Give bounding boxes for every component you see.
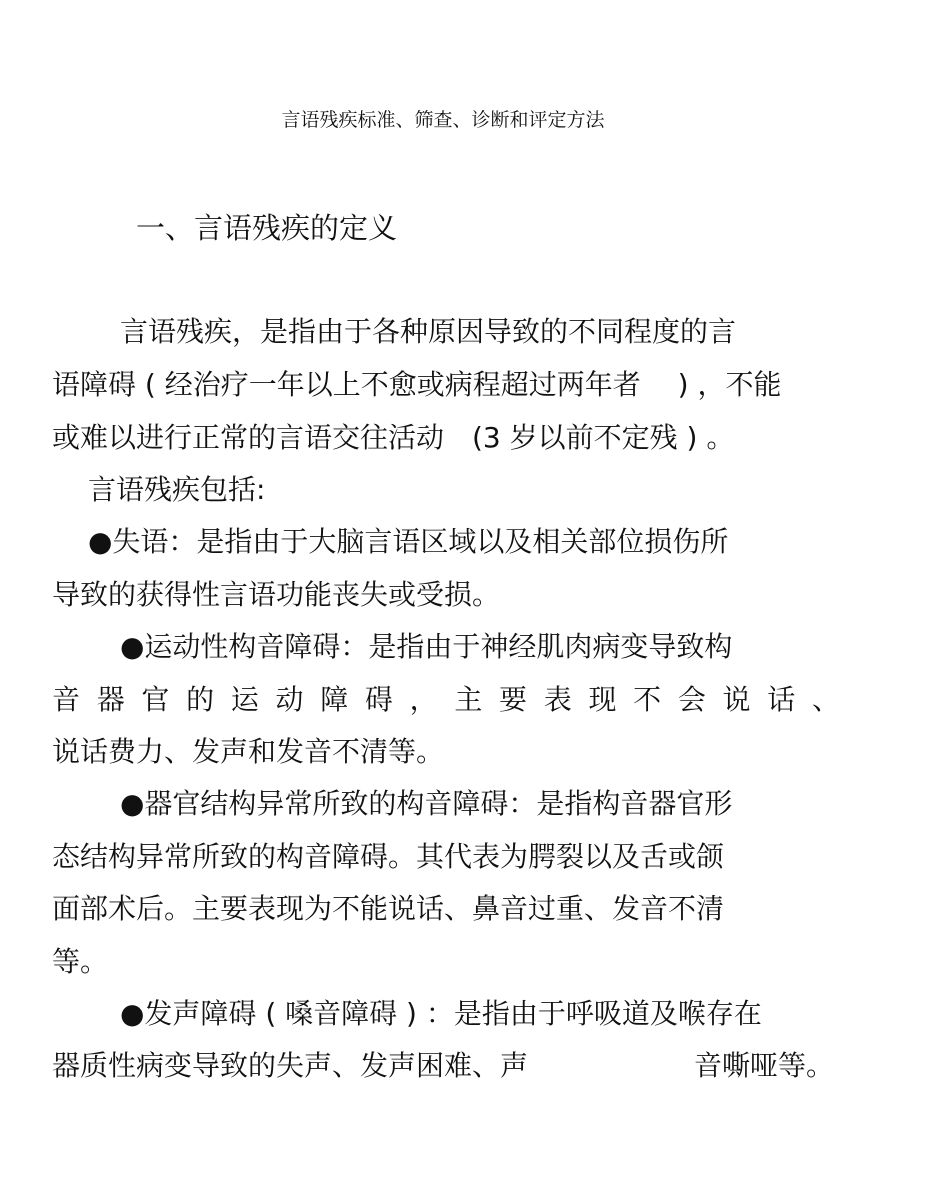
justified-char: 表 xyxy=(543,683,572,716)
organic-line-2: 态结构异常所致的构音障碍。其代表为腭裂以及舌或颌 xyxy=(52,840,725,873)
definition-line-1: 言语残疾，是指由于各种原因导致的不同程度的言 xyxy=(120,315,737,348)
definition-line-3: 或难以进行正常的言语交往活动 (3 岁以前不定残 ) 。 xyxy=(52,421,735,454)
voice-line-2-right: 音嘶哑等。 xyxy=(694,1049,835,1082)
justified-char: 音 xyxy=(52,683,81,716)
justified-char: 碍 xyxy=(364,683,393,716)
voice-line-1: ●发声障碍 ( 嗓音障碍 ) ：是指由于呼吸道及喉存在 xyxy=(120,997,762,1030)
justified-char: 动 xyxy=(275,683,304,716)
justified-char: 说 xyxy=(722,683,751,716)
justified-char: 的 xyxy=(186,683,215,716)
justified-char: ， xyxy=(409,683,438,716)
document-title: 言语残疾标准、筛查、诊断和评定方法 xyxy=(281,109,605,131)
organic-line-4: 等。 xyxy=(52,945,109,978)
includes-label: 言语残疾包括: xyxy=(88,473,266,506)
voice-line-2-left: 器质性病变导致的失声、发声困难、声 xyxy=(52,1049,529,1082)
justified-char: 障 xyxy=(320,683,349,716)
justified-char: 话 xyxy=(767,683,796,716)
justified-char: 官 xyxy=(141,683,170,716)
justified-char: 运 xyxy=(230,683,259,716)
justified-char: 会 xyxy=(677,683,706,716)
aphasia-line-1: ●失语：是指由于大脑言语区域以及相关部位损伤所 xyxy=(88,525,729,558)
definition-line-2: 语障碍 ( 经治疗一年以上不愈或病程超过两年者 ) ，不能 xyxy=(52,368,782,401)
dysarthria-line-2 xyxy=(52,680,840,720)
justified-char: 不 xyxy=(633,683,662,716)
organic-line-3: 面部术后。主要表现为不能说话、鼻音过重、发音不清 xyxy=(52,892,725,925)
section-heading: 一、言语残疾的定义 xyxy=(136,211,398,245)
dysarthria-line-1: ●运动性构音障碍：是指由于神经肌肉病变导致构 xyxy=(120,630,733,663)
dysarthria-line-3: 说话费力、发声和发音不清等。 xyxy=(52,735,445,768)
justified-char: 现 xyxy=(588,683,617,716)
organic-line-1: ●器官结构异常所致的构音障碍：是指构音器官形 xyxy=(120,787,733,820)
justified-char: 、 xyxy=(811,683,840,716)
justified-char: 主 xyxy=(454,683,483,716)
justified-char: 要 xyxy=(499,683,528,716)
justified-char: 器 xyxy=(96,683,125,716)
aphasia-line-2: 导致的获得性言语功能丧失或受损。 xyxy=(52,578,501,611)
